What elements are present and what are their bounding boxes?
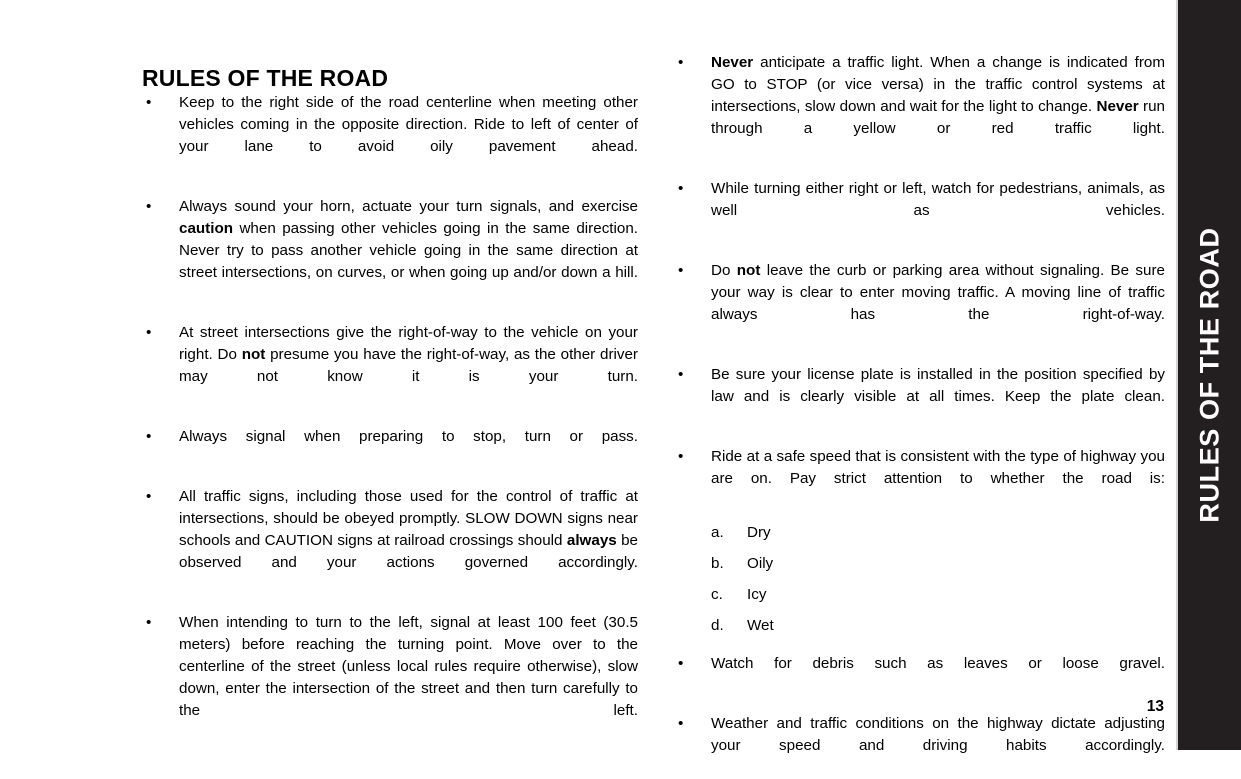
plain-text: While turning either right or left, watch for pedestrians, animals, as well as vehicles.: [711, 180, 1165, 219]
plain-text: Ride at a safe speed that is consistent with the type of highway you are on. Pay strict attention to whether the road is:: [711, 448, 1165, 487]
bullet-marker-icon: •: [146, 428, 152, 445]
plain-text: Always signal when preparing to stop, turn or pass.: [179, 428, 638, 445]
right-bullet-list: [674, 52, 1165, 779]
left-bullet-list: [142, 92, 638, 744]
plain-text: Keep to the right side of the road centerline when meeting other vehicles coming in the opposite direction. Ride to left of center of your lane to avoid oily pavement ahead.: [179, 94, 638, 155]
bullet-item-watch-debris: [674, 653, 1165, 697]
bullet-item-keep-right: [142, 92, 638, 180]
bullet-text: [711, 653, 1165, 697]
bullet-text: [711, 446, 1165, 512]
bullet-item-never-anticipate: [674, 52, 1165, 162]
bullet-marker-icon: •: [146, 94, 152, 111]
sublist-label: Oily: [747, 555, 774, 572]
emphasis-text: Never: [711, 54, 754, 71]
bullet-text: [711, 260, 1165, 348]
bullet-item-while-turning: [674, 178, 1165, 244]
sublist-item: [711, 615, 1165, 637]
bullet-marker-icon: •: [146, 198, 152, 215]
plain-text: At street intersections give the right-of-way to the vehicle on your right. Do: [179, 324, 638, 363]
sublist-marker: c.: [711, 586, 723, 603]
bullet-item-safe-speed: [674, 446, 1165, 637]
bullet-text: [179, 426, 638, 470]
bullet-marker-icon: •: [678, 366, 684, 383]
plain-text: run through a yellow or red traffic light.: [711, 98, 1166, 137]
plain-text: Always sound your horn, actuate your turn signals, and exercise: [179, 198, 638, 215]
lettered-sublist: [711, 522, 1165, 637]
bullet-text: [179, 486, 638, 596]
emphasis-text: not: [736, 262, 761, 279]
bullet-text: [711, 713, 1165, 779]
bullet-marker-icon: •: [146, 324, 152, 341]
bullet-item-traffic-signs: [142, 486, 638, 596]
sublist-item: [711, 522, 1165, 544]
plain-text: Do: [711, 262, 737, 279]
right-text-column: [674, 52, 1165, 779]
plain-text: When intending to turn to the left, signal at least 100 feet (30.5 meters) before reaching the turning point. Move over to the centerline of the street (unless local rules require otherwise), slow down, enter the intersection of the street and then turn carefully to the left.: [179, 614, 638, 719]
emphasis-text: always: [566, 532, 617, 549]
plain-text: be observed and your actions governed accordingly.: [179, 532, 638, 571]
sublist-label: Icy: [747, 586, 767, 603]
bullet-item-left-turn-signal: [142, 612, 638, 744]
bullet-marker-icon: •: [146, 614, 152, 631]
plain-text: when passing other vehicles going in the same direction. Never try to pass another vehicle going in the same direction at street intersections, on curves, or when going up and/or down a hill.: [179, 220, 638, 281]
bullet-text: [179, 322, 638, 410]
plain-text: All traffic signs, including those used for the control of traffic at intersections, should be obeyed promptly. SLOW DOWN signs near schools and CAUTION signs at railroad crossings should: [179, 488, 638, 549]
page-number: 13: [1146, 698, 1164, 715]
left-text-column: [142, 92, 638, 744]
emphasis-text: not: [241, 346, 266, 363]
section-side-tab-label: RULES OF THE ROAD: [1194, 227, 1224, 523]
bullet-marker-icon: •: [146, 488, 152, 505]
plain-text: Watch for debris such as leaves or loose gravel.: [711, 655, 1165, 672]
emphasis-text: caution: [179, 220, 234, 237]
bullet-item-leave-curb: [674, 260, 1165, 348]
bullet-marker-icon: •: [678, 655, 684, 672]
bullet-text: [179, 612, 638, 744]
bullet-text: [179, 92, 638, 180]
sublist-label: Wet: [747, 617, 774, 634]
bullet-marker-icon: •: [678, 262, 684, 279]
bullet-item-right-of-way: [142, 322, 638, 410]
bullet-text: [711, 52, 1165, 162]
bullet-marker-icon: •: [678, 180, 684, 197]
bullet-item-weather-conditions: [674, 713, 1165, 779]
bullet-marker-icon: •: [678, 54, 684, 71]
bullet-item-sound-horn: [142, 196, 638, 306]
plain-text: presume you have the right-of-way, as the other driver may not know it is your turn.: [179, 346, 638, 385]
page-title: RULES OF THE ROAD: [142, 65, 389, 92]
sublist-label: Dry: [747, 524, 771, 541]
plain-text: Weather and traffic conditions on the highway dictate adjusting your speed and driving habits accordingly.: [711, 715, 1165, 754]
section-side-tab: [1176, 0, 1241, 750]
sublist-item: [711, 553, 1165, 575]
bullet-marker-icon: •: [678, 715, 684, 732]
sublist-marker: d.: [711, 617, 724, 634]
emphasis-text: Never: [1096, 98, 1139, 115]
sublist-marker: b.: [711, 555, 724, 572]
bullet-marker-icon: •: [678, 448, 684, 465]
plain-text: anticipate a traffic light. When a change is indicated from GO to STOP (or vice versa) in the traffic control systems at intersections, slow down and wait for the light to change.: [711, 54, 1165, 115]
bullet-item-license-plate: [674, 364, 1165, 430]
bullet-text: [179, 196, 638, 306]
bullet-text: [711, 364, 1165, 430]
plain-text: leave the curb or parking area without signaling. Be sure your way is clear to enter moving traffic. A moving line of traffic always has the right-of-way.: [711, 262, 1165, 323]
bullet-item-always-signal: [142, 426, 638, 470]
plain-text: Be sure your license plate is installed in the position specified by law and is clearly visible at all times. Keep the plate clean.: [711, 366, 1165, 405]
sublist-item: [711, 584, 1165, 606]
sublist-marker: a.: [711, 524, 724, 541]
bullet-text: [711, 178, 1165, 244]
